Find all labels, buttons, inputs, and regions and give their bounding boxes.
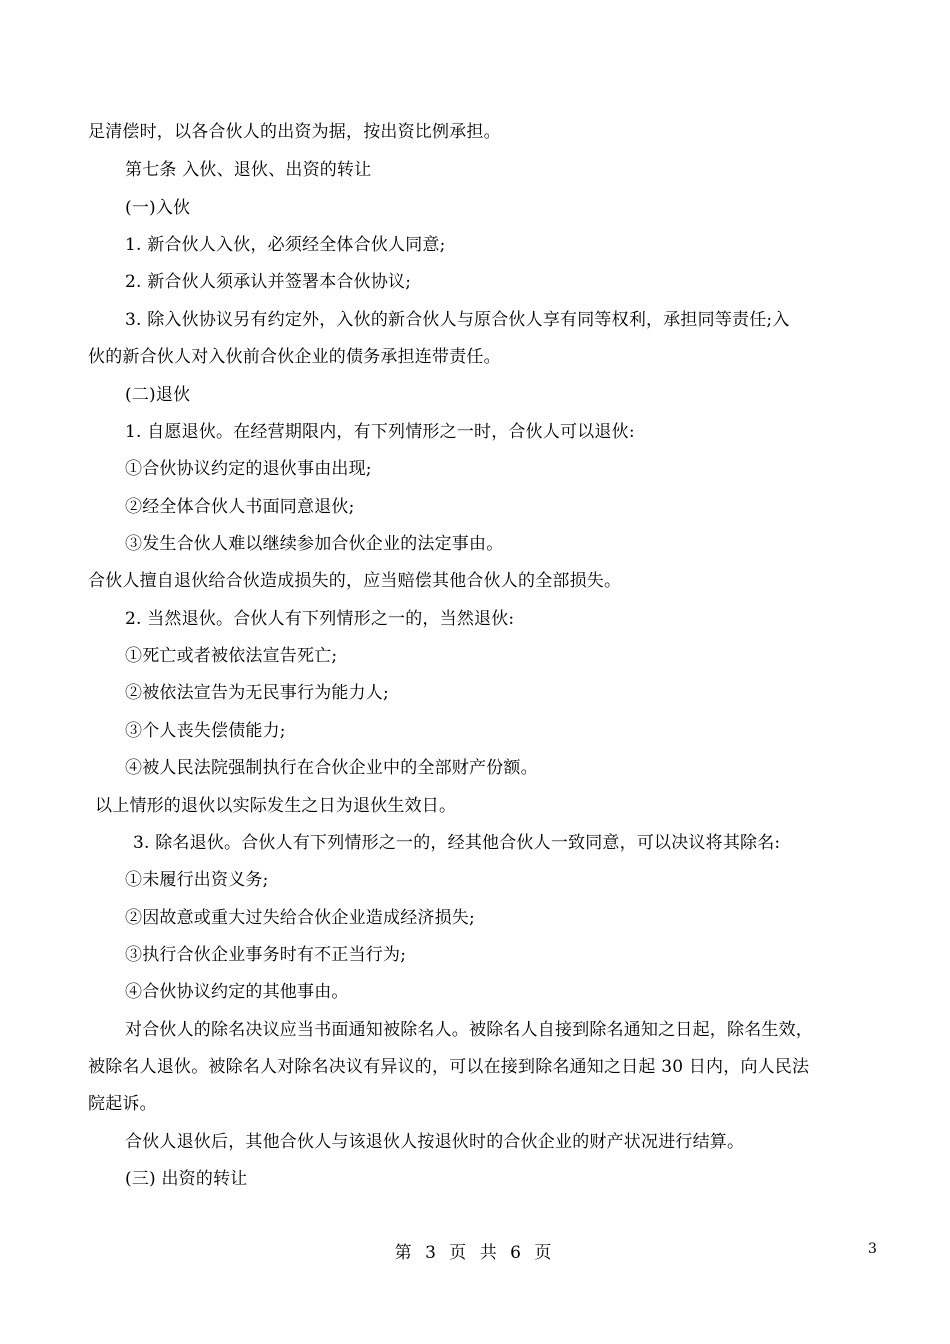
list-item: ②被依法宣告为无民事行为能力人; xyxy=(125,683,389,703)
paragraph-line: 伙的新合伙人对入伙前合伙企业的债务承担连带责任。 xyxy=(88,347,501,367)
page-number: 3 xyxy=(868,1241,877,1257)
list-item: ④合伙协议约定的其他事由。 xyxy=(125,982,349,1002)
paragraph-line: 合伙人擅自退伙给合伙造成损失的，应当赔偿其他合伙人的全部损失。 xyxy=(88,571,622,591)
list-item: 2. 当然退伙。合伙人有下列情形之一的，当然退伙: xyxy=(125,609,515,629)
list-item: 1. 自愿退伙。在经营期限内，有下列情形之一时，合伙人可以退伙: xyxy=(125,422,635,442)
paragraph-line: 足清偿时，以各合伙人的出资为据，按出资比例承担。 xyxy=(88,122,501,142)
list-item: ①合伙协议约定的退伙事由出现; xyxy=(125,459,372,479)
list-item: ③个人丧失偿债能力; xyxy=(125,721,286,741)
subsection-heading: (二)退伙 xyxy=(125,385,191,405)
paragraph-line: 被除名人退伙。被除名人对除名决议有异议的，可以在接到除名通知之日起 30 日内，向人民法 xyxy=(88,1057,810,1077)
paragraph-line: 以上情形的退伙以实际发生之日为退伙生效日。 xyxy=(95,796,457,816)
subsection-heading: (一)入伙 xyxy=(125,198,191,218)
list-item: ①未履行出资义务; xyxy=(125,870,269,890)
paragraph-line: 合伙人退伙后，其他合伙人与该退伙人按退伙时的合伙企业的财产状况进行结算。 xyxy=(125,1132,745,1152)
list-item: 3. 除入伙协议另有约定外，入伙的新合伙人与原合伙人享有同等权利，承担同等责任;入 xyxy=(125,310,790,330)
section-heading: 第七条 入伙、退伙、出资的转让 xyxy=(125,160,372,180)
paragraph-line: 对合伙人的除名决议应当书面通知被除名人。被除名人自接到除名通知之日起，除名生效， xyxy=(125,1020,813,1040)
list-item: 3. 除名退伙。合伙人有下列情形之一的，经其他合伙人一致同意，可以决议将其除名: xyxy=(133,833,781,853)
page-footer: 第 3 页 共 6 页 xyxy=(394,1243,556,1263)
paragraph-line: 院起诉。 xyxy=(88,1094,157,1114)
list-item: ②经全体合伙人书面同意退伙; xyxy=(125,497,355,517)
list-item: ④被人民法院强制执行在合伙企业中的全部财产份额。 xyxy=(125,758,538,778)
list-item: ③发生合伙人难以继续参加合伙企业的法定事由。 xyxy=(125,534,504,554)
list-item: ②因故意或重大过失给合伙企业造成经济损失; xyxy=(125,908,475,928)
list-item: ①死亡或者被依法宣告死亡; xyxy=(125,646,338,666)
list-item: ③执行合伙企业事务时有不正当行为; xyxy=(125,945,407,965)
list-item: 1. 新合伙人入伙，必须经全体合伙人同意; xyxy=(125,235,446,255)
subsection-heading: (三) 出资的转让 xyxy=(125,1169,248,1189)
list-item: 2. 新合伙人须承认并签署本合伙协议; xyxy=(125,272,412,292)
